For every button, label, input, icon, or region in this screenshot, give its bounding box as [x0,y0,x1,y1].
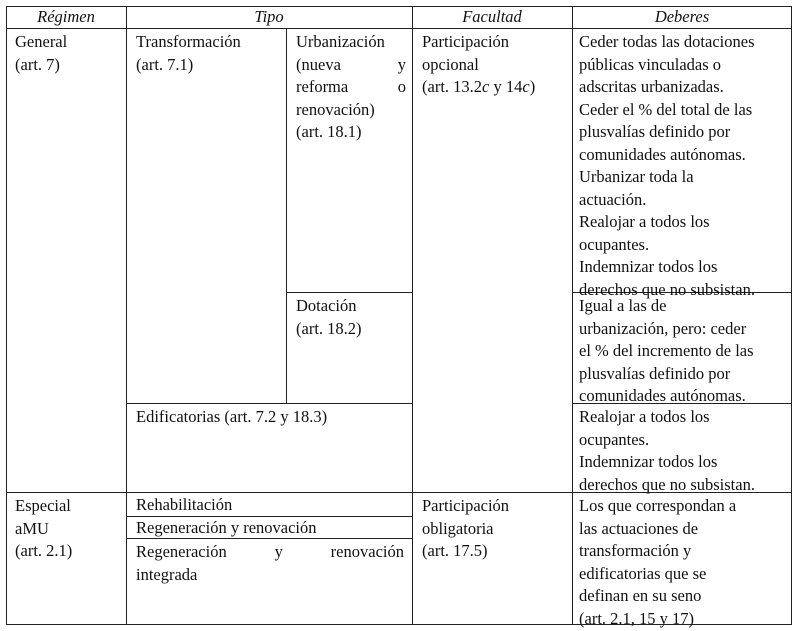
urbanizacion-line [296,54,406,77]
deberes-line: el % del incremento de las [579,341,754,360]
tipo-rehabilitacion: Rehabilitación [136,495,233,514]
regimen-general-line: (art. 7) [15,54,60,74]
deberes-line: ocupantes. [579,234,650,254]
subtipo-urbanizacion [296,31,406,144]
header-regimen: Régimen [37,7,95,26]
facultad-especial-line: Participación [422,496,510,515]
deberes-edificatorias [579,406,791,496]
deberes-line: Realojar a todos los [579,407,710,426]
deberes-line: derechos que no subsistan. [579,279,755,299]
deberes-line: Realojar a todos los [579,212,710,231]
header-facultad: Facultad [462,7,522,26]
facultad-general [422,31,570,99]
urbanizacion-word: (nueva [296,54,341,74]
regimen-especial [15,495,123,563]
rule-transformacion-sub [286,28,287,403]
urbanizacion-line [296,76,406,99]
deberes-line: Ceder todas las dotaciones [579,32,755,51]
rule-left [6,6,7,625]
facultad-general-line: opcional [422,54,479,74]
rule-header [6,28,792,29]
dotacion-line: Dotación [296,296,357,315]
deberes-line: ocupantes. [579,429,650,449]
rule-regimen-tipo [126,6,127,625]
urbanizacion-word: o [397,77,406,96]
deberes-line: edificatorias que se [579,563,707,583]
deberes-especial [579,495,791,630]
deberes-line: Ceder el % del total de las [579,99,753,119]
rule-regeneracion [126,538,412,539]
facultad-especial-line: obligatoria [422,518,494,538]
deberes-line: transformación y [579,541,692,560]
tipo-transformacion-line: Transformación [136,32,241,51]
regeneracion-word: Regeneración [136,542,227,561]
urbanizacion-line: Urbanización [296,32,385,51]
tipo-regeneracion-integrada [136,541,404,586]
deberes-line: urbanización, pero: ceder [579,318,747,338]
deberes-line: Igual a las de [579,296,667,315]
facultad-especial-line: (art. 17.5) [422,541,488,560]
rule-tipo-facultad [412,6,413,625]
regimen-general-line: General [15,32,68,51]
urbanizacion-word: y [397,54,406,74]
regimen-especial-line: (art. 2.1) [15,541,73,560]
rule-facultad-deberes [572,6,573,625]
deberes-line: Indemnizar todos los [579,452,718,471]
deberes-line: públicas vinculadas o [579,54,722,74]
urbanizacion-word: reforma [296,77,349,96]
urbanizacion-line: renovación) [296,99,375,119]
deberes-line: comunidades autónomas. [579,386,746,405]
header-tipo: Tipo [254,7,284,26]
deberes-line: Los que correspondan a [579,496,737,515]
regeneracion-integrada-line [136,541,404,564]
dotacion-line: (art. 18.2) [296,318,362,338]
deberes-dotacion [579,295,791,408]
regimen-general [15,31,123,76]
rule-transformacion-edificatorias [126,403,412,404]
deberes-line: plusvalías definido por [579,122,731,141]
regeneracion-word: y [274,542,283,561]
deberes-line: Indemnizar todos los [579,257,718,276]
regimen-especial-line: Especial [15,496,71,515]
deberes-line: adscritas urbanizadas. [579,77,724,96]
deberes-line: definan en su seno [579,586,702,605]
deberes-line: (art. 2.1, 15 y 17) [579,608,695,628]
deberes-line: las actuaciones de [579,518,699,538]
rule-urbanizacion-dotacion [286,292,412,293]
regimen-especial-line: aMU [15,518,49,538]
header-deberes: Deberes [654,7,710,26]
facultad-general-line: (art. 13.2c y 14c) [422,77,536,96]
regeneracion-word: renovación [330,542,404,561]
deberes-line: actuación. [579,189,647,209]
deberes-line: comunidades autónomas. [579,144,746,164]
deberes-urbanizacion [579,31,791,301]
facultad-especial [422,495,570,563]
subtipo-dotacion [296,295,406,340]
deberes-line: plusvalías definido por [579,363,731,383]
regimes-table [6,6,792,628]
urbanizacion-line: (art. 18.1) [296,122,362,141]
tipo-regeneracion: Regeneración y renovación [136,518,317,537]
tipo-edificatorias: Edificatorias (art. 7.2 y 18.3) [136,407,328,426]
deberes-line: Urbanizar toda la [579,167,694,186]
regeneracion-integrada-line: integrada [136,564,198,584]
tipo-transformacion-line: (art. 7.1) [136,54,194,74]
rule-right [791,6,792,625]
facultad-general-line: Participación [422,32,510,51]
tipo-transformacion [136,31,284,76]
deberes-line: derechos que no subsistan. [579,474,755,494]
